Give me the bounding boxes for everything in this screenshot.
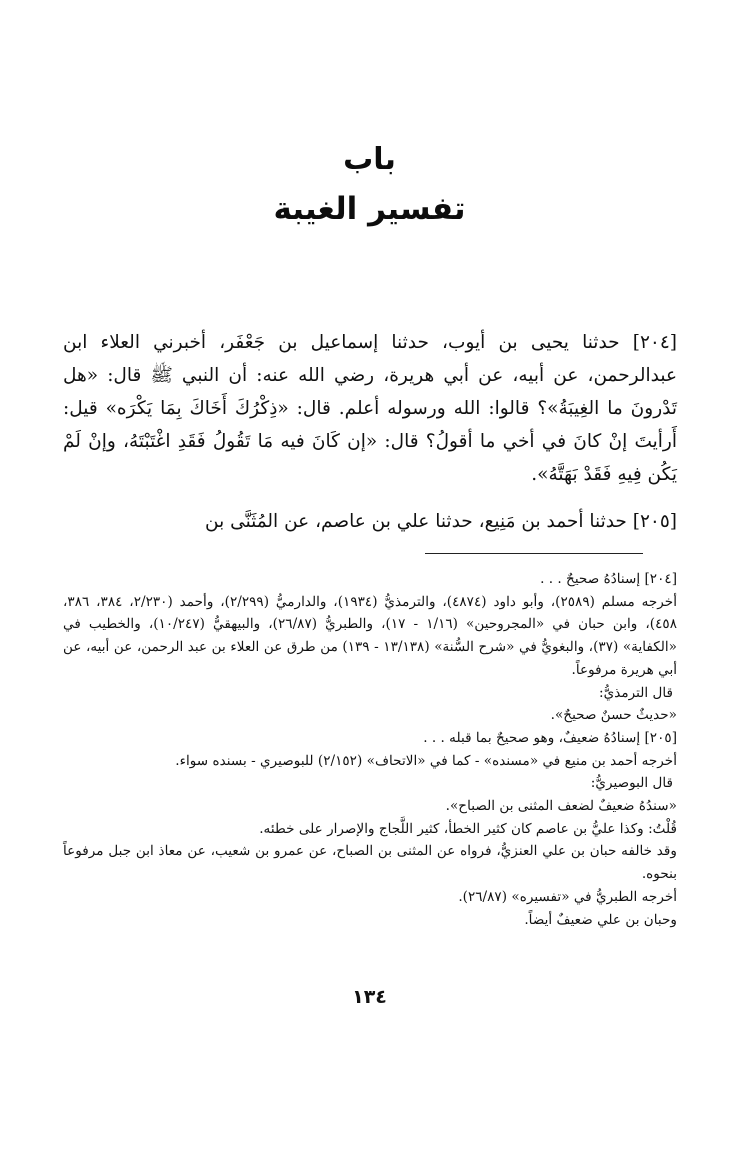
footnote-line: قُلْتُ: وكذا عليُّ بن عاصم كان كثير الخطأ، كثير اللَّجاج والإصرار على خطئه. bbox=[259, 820, 677, 837]
hadith-text bbox=[63, 326, 677, 538]
footnote-line: قال البوصيريُّ: bbox=[590, 775, 673, 792]
page-number: ١٣٤ bbox=[352, 986, 387, 1008]
footnote-line: أخرجه الطبريُّ في «تفسيره» (٢٦/٨٧). bbox=[458, 888, 677, 905]
chapter-title: تفسير الغيبة bbox=[273, 191, 466, 227]
hadith-205: [٢٠٥] حدثنا أحمد بن مَنِيع، حدثنا علي بن عاصم، عن المُثَنَّى بن bbox=[205, 511, 677, 532]
footnote-line: [٢٠٤] إسنادُهُ صحيحٌ . . . bbox=[540, 571, 677, 587]
footnotes bbox=[63, 568, 677, 931]
footnote-line: «حديثٌ حسنٌ صحيحٌ». bbox=[550, 707, 677, 724]
footnote-divider bbox=[425, 553, 643, 554]
footnote-line: وحبان بن علي ضعيفٌ أيضاً. bbox=[524, 911, 677, 928]
footnote-line: أخرجه مسلم (٢٥٨٩)، وأبو داود (٤٨٧٤)، والترمذيُّ (١٩٣٤)، والدارميُّ (٢/٢٩٩)، وأحمد (٢/٢٣٠، ٣٨٤، ٣٨٦، ٤٥٨)، وابن حبان في «المجروحين» (١/١٦ - ١٧)، والطبريُّ (٢٦/٨٧)، والبيهقيُّ (١٠/٢٤٧)، والخطيب في «الكفاية» (٣٧)، والبغويُّ في «شرح السُّنة» (١٣/١٣٨ - ١٣٩) من طرق عن العلاء بن عبد الرحمن، عن أبيه، عن أبي هريرة مرفوعاً. bbox=[63, 593, 678, 678]
footnote-line: وقد خالفه حبان بن علي العنزيُّ، فرواه عن المثنى بن الصباح، عن عمرو بن شعيب، عن معاذ ابن جبل مرفوعاً بنحوه. bbox=[63, 843, 677, 883]
footnote-line: [٢٠٥] إسنادُهُ ضعيفٌ، وهو صحيحٌ بما قبله . . . bbox=[423, 729, 677, 746]
footnote-line: «سندُهُ ضعيفٌ لضعف المثنى بن الصباح». bbox=[445, 798, 677, 815]
footnote-line: أخرجه أحمد بن منيع في «مسنده» - كما في «الاتحاف» (٢/١٥٢) للبوصيري - بسنده سواء. bbox=[175, 752, 677, 769]
footnote-line: قال الترمذيُّ: bbox=[599, 684, 673, 701]
chapter-label: باب bbox=[343, 142, 396, 177]
hadith-204: [٢٠٤] حدثنا يحيى بن أيوب، حدثنا إسماعيل بن جَعْفَر، أخبرني العلاء ابن عبدالرحمن، عن أبيه، عن أبي هريرة، رضي الله عنه: أن النبي ﷺ قال: «هل تَدْرونَ ما الغِيبَةُ»؟ قالوا: الله ورسوله أعلم. قال: «ذِكْرُكَ أَخَاكَ بِمَا يَكْرَه» قيل: أَرأيتَ إنْ كانَ في أخي ما أقولُ؟ قال: «إن كَانَ فيه مَا تَقُولُ فَقَدِ اغْتَبْتَهُ، وإنْ لَمْ يَكُن فِيهِ فَقَدْ بَهَتَّهُ». bbox=[63, 332, 677, 485]
